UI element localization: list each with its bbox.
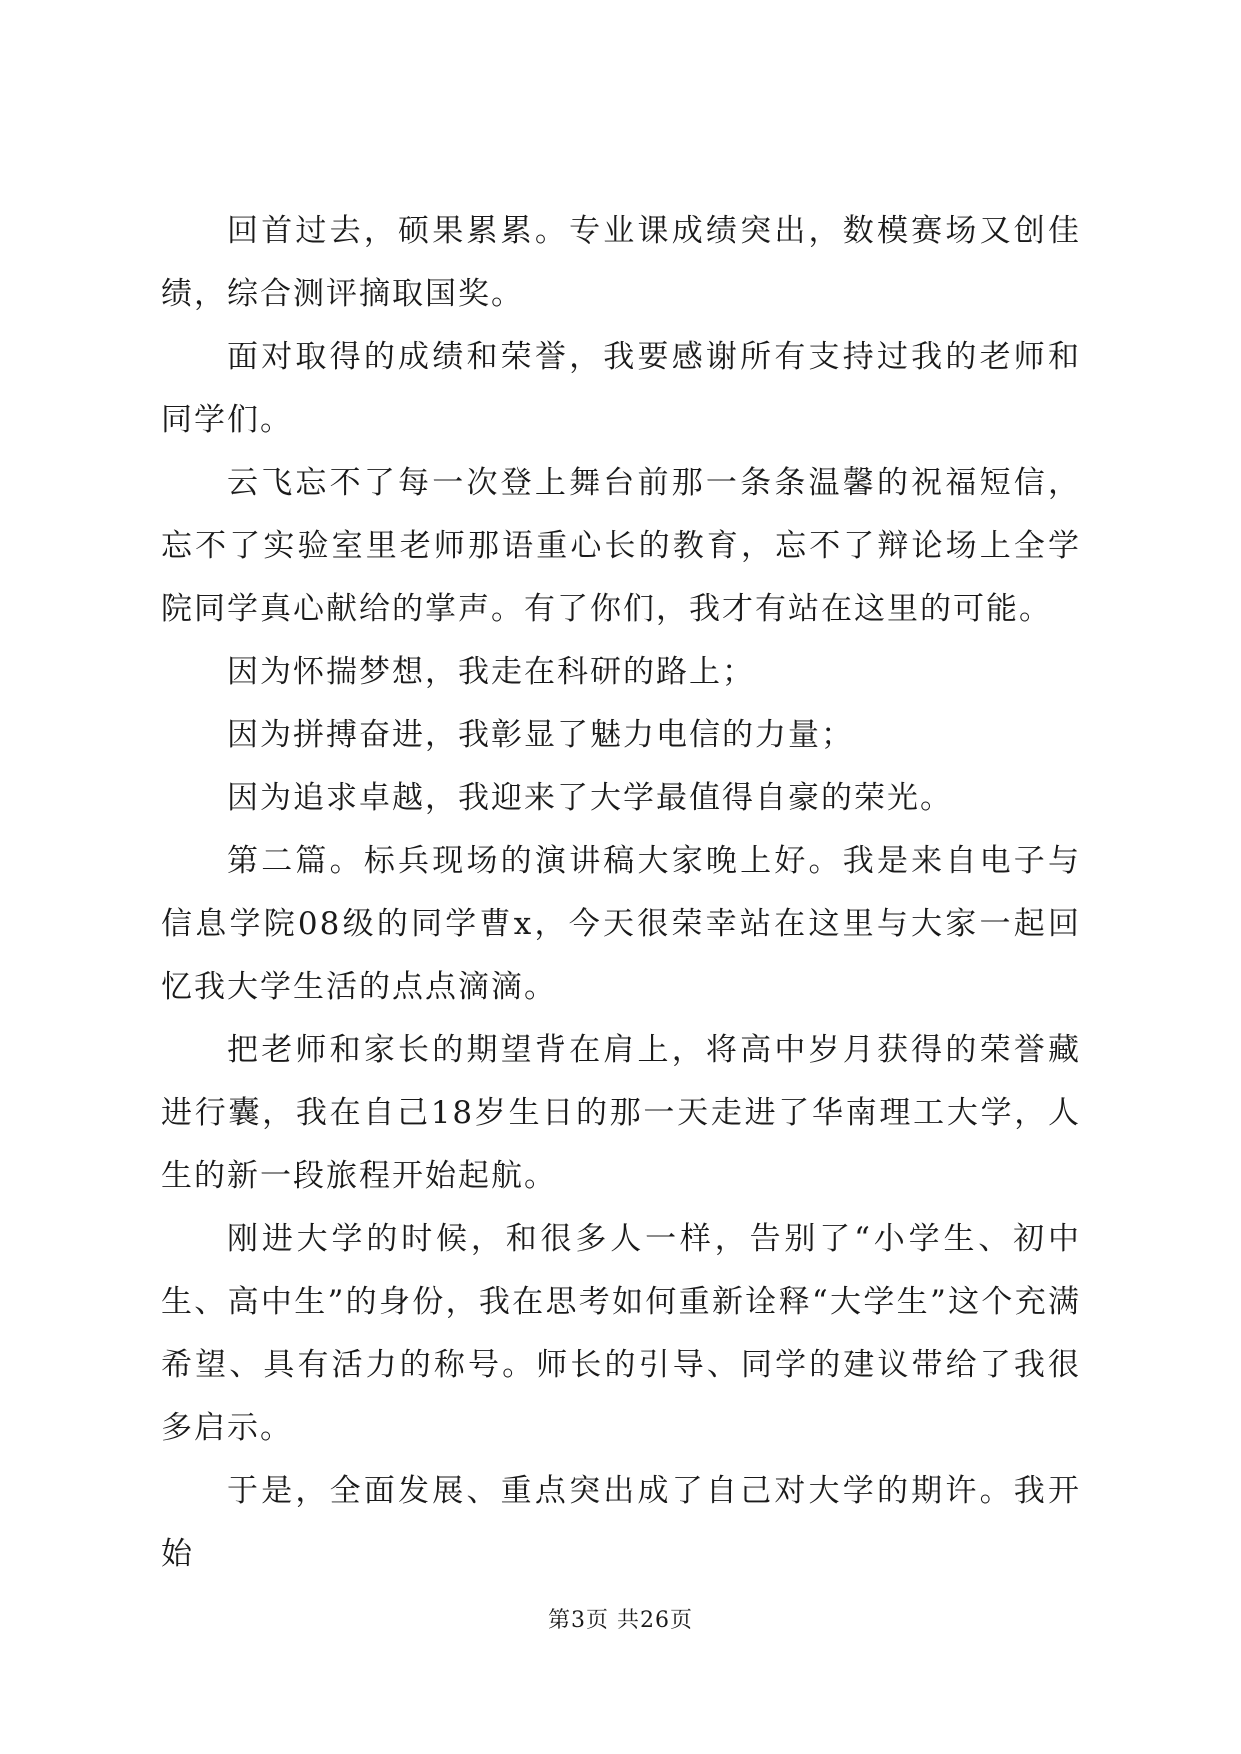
paragraph: 因为怀揣梦想，我走在科研的路上； <box>227 654 755 690</box>
paragraph: 刚进大学的时候，和很多人一样，告别了“小学生、初中生、高中生”的身份，我在思考如何重新诠释“大学生”这个充满希望、具有活力的称号。师长的引导、同学的建议带给了我很多启示。 <box>161 1221 1081 1446</box>
page-number-footer: 第3页 共26页 <box>548 1608 693 1633</box>
paragraph: 把老师和家长的期望背在肩上，将高中岁月获得的荣誉藏进行囊，我在自己18岁生日的那一天走进了华南理工大学，人生的新一段旅程开始起航。 <box>161 1032 1081 1194</box>
paragraph: 因为拼搏奋进，我彰显了魅力电信的力量； <box>227 717 854 753</box>
paragraph: 云飞忘不了每一次登上舞台前那一条条温馨的祝福短信，忘不了实验室里老师那语重心长的教育，忘不了辩论场上全学院同学真心献给的掌声。有了你们，我才有站在这里的可能。 <box>161 465 1081 627</box>
paragraph: 面对取得的成绩和荣誉，我要感谢所有支持过我的老师和同学们。 <box>161 339 1081 438</box>
paragraph: 回首过去，硕果累累。专业课成绩突出，数模赛场又创佳绩，综合测评摘取国奖。 <box>161 213 1081 312</box>
paragraph: 第二篇。标兵现场的演讲稿大家晚上好。我是来自电子与信息学院08级的同学曹x，今天很荣幸站在这里与大家一起回忆我大学生活的点点滴滴。 <box>161 843 1081 1005</box>
document-body <box>161 200 1081 1586</box>
paragraph: 因为追求卓越，我迎来了大学最值得自豪的荣光。 <box>227 780 953 816</box>
paragraph: 于是，全面发展、重点突出成了自己对大学的期许。我开始 <box>161 1473 1081 1572</box>
